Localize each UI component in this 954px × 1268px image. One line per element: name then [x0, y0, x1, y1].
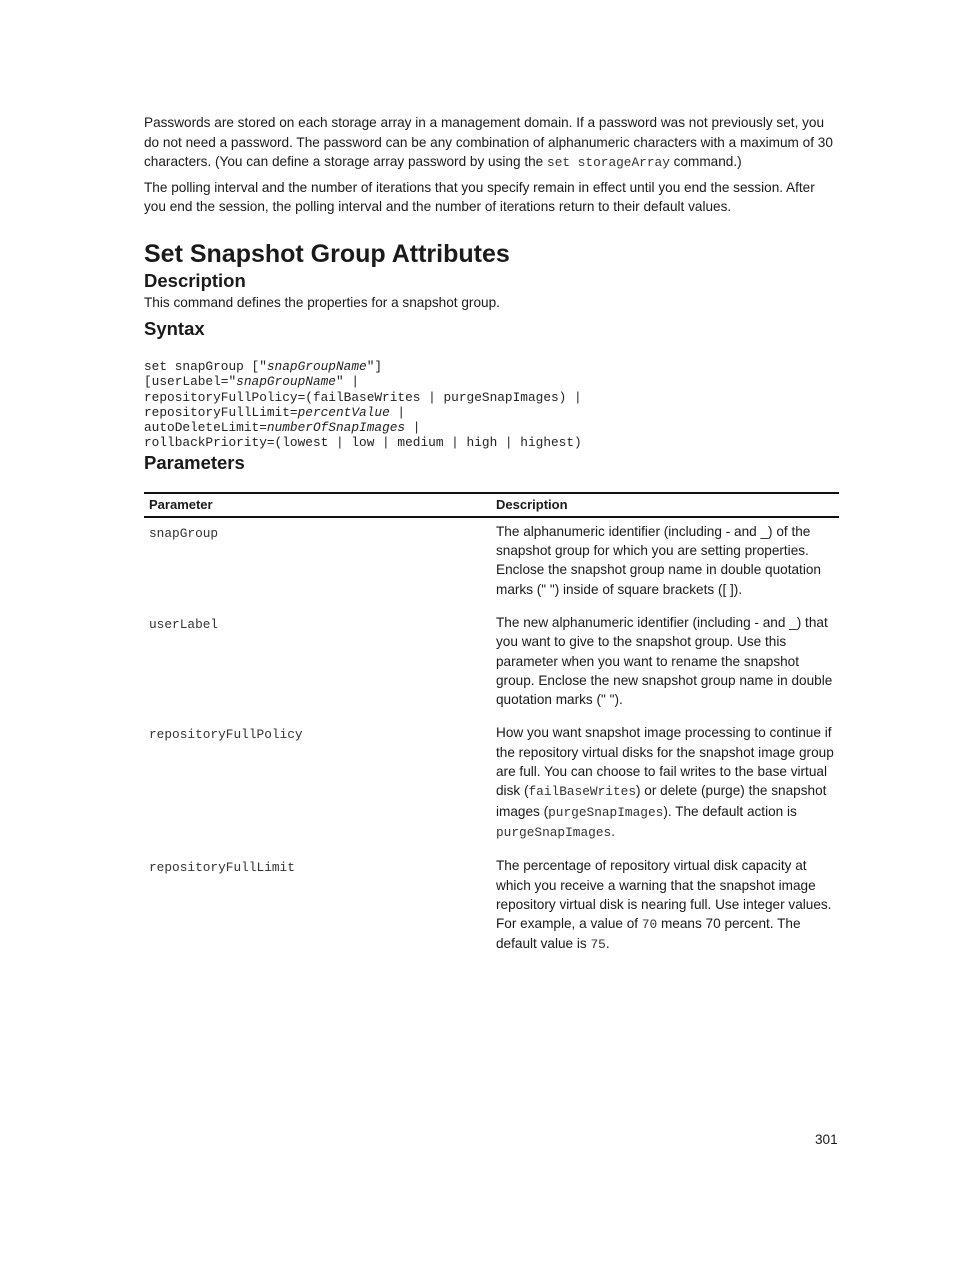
code-text: set snapGroup [" — [144, 359, 267, 374]
code-placeholder: snapGroupName — [236, 374, 336, 390]
parameter-name: repositoryFullLimit — [149, 860, 295, 876]
document-page — [144, 113, 839, 965]
desc-text: . — [605, 936, 610, 952]
intro-text: command.) — [669, 154, 742, 169]
page-title: Set Snapshot Group Attributes — [144, 239, 510, 268]
inline-code: 70 — [641, 917, 658, 933]
code-text: | — [405, 420, 421, 436]
code-text: rollbackPriority=(lowest | low | medium | high | highest) — [144, 435, 582, 451]
code-text: "] — [366, 359, 383, 374]
syntax-heading: Syntax — [144, 318, 205, 339]
column-header-description: Description — [491, 493, 839, 517]
intro-text: Passwords are stored on each storage array in a management domain. If a password was not previously set, you do not need a password. The password can be any combination of alphanumeric characters with a maximum of 30 characters. (You can define a storage array password by using the — [144, 115, 833, 169]
column-header-parameter: Parameter — [144, 493, 491, 517]
desc-text: ). The default action is — [663, 803, 797, 819]
parameter-description — [491, 719, 839, 852]
code-text: | — [389, 404, 406, 420]
description-heading: Description — [144, 269, 246, 291]
desc-text: means 70 percent. The default value is — [496, 916, 801, 952]
code-placeholder: percentValue — [297, 404, 390, 420]
parameter-name: snapGroup — [149, 525, 219, 541]
table-row — [144, 609, 839, 719]
inline-code: failBaseWrites — [528, 784, 636, 800]
table-row — [144, 517, 839, 609]
inline-code: purgeSnapImages — [548, 804, 664, 820]
parameter-name: userLabel — [149, 616, 219, 632]
desc-text: ) or delete (purge) the snapshot images ( — [496, 783, 827, 819]
intro-paragraph-polling: The polling interval and the number of iterations that you specify remain in effect until you end the session. After you end the session, the polling interval and the number of iterations return to their default values. — [144, 179, 815, 214]
inline-code: set storageArray — [547, 155, 670, 170]
parameter-description — [491, 852, 839, 964]
desc-text: How you want snapshot image processing to continue if the repository virtual disks for the snapshot image group are full. You can choose to fail writes to the base virtual disk ( — [496, 725, 834, 799]
page-number: 301 — [815, 1132, 838, 1147]
code-text: [userLabel=" — [144, 374, 237, 390]
inline-code: purgeSnapImages — [496, 824, 612, 840]
syntax-code-block — [144, 359, 839, 451]
description-text: This command defines the properties for a snapshot group. — [144, 294, 500, 310]
intro-paragraph-passwords — [144, 113, 839, 173]
desc-text: . — [611, 823, 615, 839]
code-text: " | — [336, 374, 360, 390]
inline-code: 75 — [590, 937, 606, 953]
code-placeholder: snapGroupName — [266, 359, 367, 374]
table-row — [144, 719, 839, 852]
desc-text: The percentage of repository virtual disk capacity at which you receive a warning that the snapshot image repository virtual disk is nearing full. Use integer values. For example, a value of — [496, 858, 832, 932]
parameter-name: repositoryFullPolicy — [149, 727, 303, 743]
code-placeholder: numberOfSnapImages — [266, 420, 406, 436]
parameter-description: The alphanumeric identifier (including - and _) of the snapshot group for which you are setting properties. Enclose the snapshot group name in double quotation marks (" ") inside of square brackets ([ ]). — [496, 523, 821, 597]
table-header-row — [144, 493, 839, 517]
parameters-heading: Parameters — [144, 451, 245, 473]
code-text: autoDeleteLimit= — [144, 420, 267, 436]
parameter-description: The new alphanumeric identifier (including - and _) that you want to give to the snapshot group. Use this parameter when you want to rename the snapshot group. Enclose the new snapshot group name in double quotation marks (" "). — [496, 614, 833, 708]
parameters-table — [144, 492, 839, 965]
table-row — [144, 852, 839, 964]
code-text: repositoryFullPolicy=(failBaseWrites | purgeSnapImages) | — [144, 389, 582, 405]
code-text: repositoryFullLimit= — [144, 404, 298, 420]
